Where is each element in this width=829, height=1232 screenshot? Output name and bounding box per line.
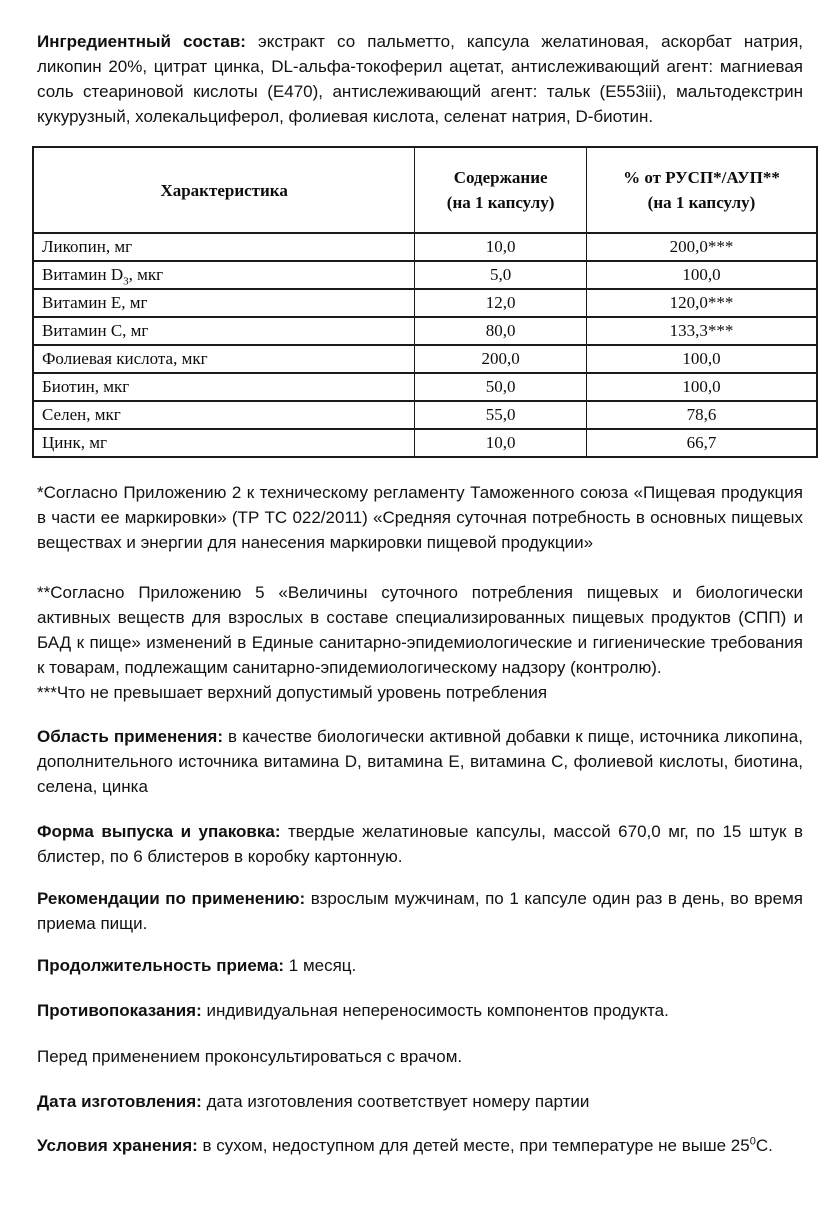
storage-text-after: С. bbox=[755, 1136, 773, 1155]
content-cell: 50,0 bbox=[415, 373, 587, 401]
characteristic-cell: Биотин, мкг bbox=[33, 373, 415, 401]
characteristic-cell: Витамин С, мг bbox=[33, 317, 415, 345]
footnote-2 bbox=[37, 580, 803, 680]
characteristic-cell: Ликопин, мг bbox=[33, 233, 415, 261]
content-cell: 5,0 bbox=[415, 261, 587, 289]
table-row bbox=[33, 429, 817, 457]
contraindications-text: индивидуальная непереносимость компонентов продукта. bbox=[206, 1001, 669, 1020]
footnote-1-text: *Согласно Приложению 2 к техническому регламенту Таможенного союза «Пищевая продукция в части ее маркировки» (ТР ТС 022/2011) «Средняя суточная потребность в основных пищевых веществах и энергии для нанесения маркировки пищевой продукции» bbox=[37, 483, 803, 552]
nutrition-table-body bbox=[33, 233, 817, 457]
form-paragraph bbox=[37, 819, 803, 869]
application-paragraph bbox=[37, 724, 803, 799]
content-header-line2: (на 1 капсулу) bbox=[446, 193, 555, 212]
ingredients-text: экстракт со пальметто, капсула желатиновая, аскорбат натрия, ликопин 20%, цитрат цинка, DL-альфа-токоферил ацетат, антислеживающий агент: магниевая соль стеариновой кислоты (Е470), антислеживающий агент: тальк (Е553iii), мальтодекстрин кукурузный, холекальциферол, фолиевая кислота, селенат натрия, D-биотин. bbox=[37, 32, 803, 126]
recommendations-paragraph bbox=[37, 886, 803, 936]
duration-text: 1 месяц. bbox=[288, 956, 357, 975]
storage-label: Условия хранения: bbox=[37, 1136, 198, 1155]
storage-paragraph bbox=[37, 1133, 803, 1158]
percent-header-line2: (на 1 капсулу) bbox=[647, 193, 756, 212]
table-row bbox=[33, 373, 817, 401]
nutrition-table bbox=[32, 146, 818, 458]
form-label: Форма выпуска и упаковка: bbox=[37, 822, 281, 841]
application-text: в качестве биологически активной добавки к пище, источника ликопина, дополнительного источника витамина D, витамина Е, витамина С, фолиевой кислоты, биотина, селена, цинка bbox=[37, 727, 803, 796]
manufacture-date-label: Дата изготовления: bbox=[37, 1092, 202, 1111]
recommendations-label: Рекомендации по применению: bbox=[37, 889, 306, 908]
percent-cell: 100,0 bbox=[586, 373, 817, 401]
footnote-2-text: **Согласно Приложению 5 «Величины суточного потребления пищевых и биологически активных веществ для взрослых в составе специализированных пищевых продуктов (СПП) и БАД к пище» изменений в Единые санитарно-эпидемиологические и гигиенические требования к товарам, подлежащим санитарно-эпидемиологическому надзору (контролю). bbox=[37, 583, 803, 677]
ingredients-label: Ингредиентный состав: bbox=[37, 32, 246, 51]
footnote-3-text: ***Что не превышает верхний допустимый уровень потребления bbox=[37, 683, 548, 702]
footnote-1 bbox=[37, 480, 803, 555]
header-row bbox=[33, 147, 817, 233]
percent-cell: 200,0*** bbox=[586, 233, 817, 261]
degree-superscript: 0 bbox=[749, 1135, 756, 1148]
manufacture-date-text: дата изготовления соответствует номеру партии bbox=[206, 1092, 590, 1111]
consult-paragraph bbox=[37, 1044, 803, 1069]
content-header bbox=[415, 147, 587, 233]
percent-cell: 78,6 bbox=[586, 401, 817, 429]
consult-text: Перед применением проконсультироваться с врачом. bbox=[37, 1047, 463, 1066]
contraindications-label: Противопоказания: bbox=[37, 1001, 202, 1020]
application-label: Область применения: bbox=[37, 727, 223, 746]
content-cell: 10,0 bbox=[415, 429, 587, 457]
content-cell: 12,0 bbox=[415, 289, 587, 317]
table-row bbox=[33, 261, 817, 289]
form-text: твердые желатиновые капсулы, массой 670,0 мг, по 15 штук в блистер, по 6 блистеров в коробку картонную. bbox=[37, 822, 803, 866]
content-header-line1: Содержание bbox=[453, 168, 548, 187]
content-cell: 80,0 bbox=[415, 317, 587, 345]
percent-header bbox=[586, 147, 817, 233]
contraindications-paragraph bbox=[37, 998, 803, 1023]
table-row bbox=[33, 233, 817, 261]
table-row bbox=[33, 401, 817, 429]
table-row bbox=[33, 345, 817, 373]
percent-cell: 66,7 bbox=[586, 429, 817, 457]
storage-text-before: в сухом, недоступном для детей месте, при температуре не выше 25 bbox=[202, 1136, 750, 1155]
percent-cell: 100,0 bbox=[586, 345, 817, 373]
footnote-3 bbox=[37, 680, 803, 705]
manufacture-date-paragraph bbox=[37, 1089, 803, 1114]
nutrition-table-head bbox=[33, 147, 817, 233]
characteristic-cell: Витамин $D_3$, мкг bbox=[33, 261, 415, 289]
characteristic-header bbox=[33, 147, 415, 233]
content-cell: 200,0 bbox=[415, 345, 587, 373]
duration-paragraph bbox=[37, 953, 803, 978]
recommendations-text: взрослым мужчинам, по 1 капсуле один раз в день, во время приема пищи. bbox=[37, 889, 803, 933]
percent-cell: 120,0*** bbox=[586, 289, 817, 317]
subscript: 3 bbox=[123, 275, 129, 288]
characteristic-header-line1: Характеристика bbox=[160, 180, 288, 200]
percent-header-line1: % от РУСП*/АУП** bbox=[623, 168, 780, 187]
characteristic-cell: Фолиевая кислота, мкг bbox=[33, 345, 415, 373]
characteristic-cell: Витамин Е, мг bbox=[33, 289, 415, 317]
characteristic-cell: Цинк, мг bbox=[33, 429, 415, 457]
duration-label: Продолжительность приема: bbox=[37, 956, 285, 975]
content-cell: 10,0 bbox=[415, 233, 587, 261]
percent-cell: 100,0 bbox=[586, 261, 817, 289]
percent-cell: 133,3*** bbox=[586, 317, 817, 345]
content-cell: 55,0 bbox=[415, 401, 587, 429]
table-row bbox=[33, 317, 817, 345]
ingredients-paragraph bbox=[37, 29, 803, 129]
characteristic-cell: Селен, мкг bbox=[33, 401, 415, 429]
table-row bbox=[33, 289, 817, 317]
